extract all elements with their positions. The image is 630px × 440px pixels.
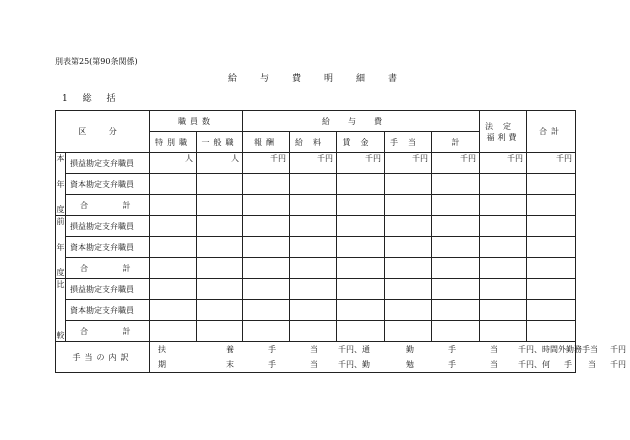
value-cell bbox=[243, 237, 290, 258]
group-label-char: 年 bbox=[56, 174, 66, 195]
value-cell bbox=[432, 237, 480, 258]
allowance-word: 千円 bbox=[610, 360, 627, 369]
header-staff-general: 一般職 bbox=[197, 132, 243, 153]
allowance-word: 末 bbox=[226, 360, 235, 369]
value-cell bbox=[432, 174, 480, 195]
table-row bbox=[56, 279, 576, 300]
value-cell bbox=[480, 300, 527, 321]
allowance-word: 養 bbox=[226, 345, 235, 354]
allowance-word: 千円 bbox=[610, 345, 627, 354]
value-cell bbox=[243, 216, 290, 237]
value-cell bbox=[480, 279, 527, 300]
value-cell bbox=[197, 174, 243, 195]
value-cell bbox=[432, 216, 480, 237]
allowance-word: 手 bbox=[448, 360, 457, 369]
value-cell bbox=[480, 258, 527, 279]
header-kubun: 区 分 bbox=[56, 111, 150, 153]
value-cell: 人 bbox=[197, 153, 243, 174]
value-cell bbox=[337, 300, 385, 321]
table-row bbox=[56, 321, 576, 342]
value-cell bbox=[432, 300, 480, 321]
header-welfare-line1: 法定 bbox=[485, 121, 522, 131]
allowance-word: 手 bbox=[448, 345, 457, 354]
value-cell bbox=[432, 195, 480, 216]
value-cell bbox=[385, 216, 432, 237]
value-cell bbox=[337, 279, 385, 300]
value-cell bbox=[197, 321, 243, 342]
value-cell bbox=[243, 321, 290, 342]
header-staff-special: 特別職 bbox=[150, 132, 197, 153]
value-cell: 千円 bbox=[385, 153, 432, 174]
allowance-word: 扶 bbox=[158, 345, 167, 354]
allowance-word: 千円、時間外勤務手当 bbox=[518, 345, 599, 354]
value-cell bbox=[290, 237, 337, 258]
value-cell bbox=[527, 279, 576, 300]
value-cell bbox=[290, 195, 337, 216]
allowance-line bbox=[158, 357, 627, 372]
header-total: 合計 bbox=[527, 111, 576, 153]
value-cell bbox=[150, 195, 197, 216]
value-cell bbox=[385, 258, 432, 279]
value-cell bbox=[243, 300, 290, 321]
value-cell bbox=[337, 321, 385, 342]
value-cell bbox=[480, 237, 527, 258]
value-cell bbox=[432, 279, 480, 300]
value-cell bbox=[290, 279, 337, 300]
allowance-label: 手当の内訳 bbox=[56, 342, 150, 373]
header-welfare-line2: 福利費 bbox=[486, 132, 520, 142]
value-cell bbox=[480, 195, 527, 216]
row-label: 合 計 bbox=[66, 195, 150, 216]
document-title: 給与費明細書 bbox=[228, 74, 421, 84]
value-cell: 千円 bbox=[337, 153, 385, 174]
allowance-word: 当 bbox=[310, 345, 319, 354]
value-cell bbox=[527, 216, 576, 237]
allowance-word: 勉 bbox=[406, 360, 415, 369]
allowance-word: 千円、勤 bbox=[338, 360, 371, 369]
allowance-word: 当 bbox=[490, 360, 499, 369]
form-reference: 別表第25(第90条関係) bbox=[55, 57, 138, 66]
row-label: 損益勘定支弁職員 bbox=[66, 216, 150, 237]
header-row-1 bbox=[56, 111, 576, 132]
value-cell bbox=[197, 258, 243, 279]
row-label: 資本勘定支弁職員 bbox=[66, 237, 150, 258]
value-cell bbox=[197, 300, 243, 321]
allowance-breakdown bbox=[150, 342, 627, 373]
value-cell bbox=[527, 321, 576, 342]
value-cell bbox=[337, 237, 385, 258]
group-label-char: 度 bbox=[56, 258, 66, 279]
row-label: 合 計 bbox=[66, 321, 150, 342]
header-salary: 給与費 bbox=[243, 111, 480, 132]
value-cell bbox=[243, 174, 290, 195]
value-cell bbox=[432, 258, 480, 279]
value-cell bbox=[243, 195, 290, 216]
group-label-char: 前 bbox=[56, 216, 66, 237]
value-cell bbox=[150, 174, 197, 195]
value-cell bbox=[432, 321, 480, 342]
allowance-word: 手 bbox=[268, 360, 277, 369]
value-cell bbox=[385, 321, 432, 342]
value-cell: 千円 bbox=[432, 153, 480, 174]
value-cell bbox=[197, 216, 243, 237]
value-cell bbox=[480, 321, 527, 342]
allowance-word: 当 bbox=[588, 360, 597, 369]
allowance-word: 千円、通 bbox=[338, 345, 371, 354]
value-cell bbox=[385, 279, 432, 300]
table-row bbox=[56, 195, 576, 216]
group-label-char: 較 bbox=[56, 321, 66, 342]
allowance-word: 勤 bbox=[406, 345, 415, 354]
value-cell bbox=[150, 237, 197, 258]
row-label: 損益勘定支弁職員 bbox=[66, 153, 150, 174]
value-cell: 千円 bbox=[290, 153, 337, 174]
value-cell bbox=[527, 174, 576, 195]
value-cell bbox=[150, 300, 197, 321]
value-cell bbox=[150, 216, 197, 237]
header-staff-count: 職員数 bbox=[150, 111, 243, 132]
header-salary-wage: 賃金 bbox=[337, 132, 385, 153]
table-row bbox=[56, 237, 576, 258]
value-cell bbox=[385, 174, 432, 195]
value-cell bbox=[150, 321, 197, 342]
header-salary-allowance: 手当 bbox=[385, 132, 432, 153]
header-salary-total: 計 bbox=[432, 132, 480, 153]
group-label-char: 度 bbox=[56, 195, 66, 216]
value-cell: 人 bbox=[150, 153, 197, 174]
value-cell bbox=[290, 321, 337, 342]
value-cell bbox=[197, 279, 243, 300]
table-row bbox=[56, 216, 576, 237]
value-cell bbox=[337, 174, 385, 195]
header-salary-pay: 報酬 bbox=[243, 132, 290, 153]
row-label: 資本勘定支弁職員 bbox=[66, 174, 150, 195]
allowance-word: 当 bbox=[310, 360, 319, 369]
value-cell bbox=[290, 300, 337, 321]
value-cell bbox=[385, 237, 432, 258]
value-cell: 千円 bbox=[243, 153, 290, 174]
value-cell: 千円 bbox=[480, 153, 527, 174]
value-cell bbox=[243, 279, 290, 300]
row-label: 損益勘定支弁職員 bbox=[66, 279, 150, 300]
allowance-line bbox=[158, 342, 627, 357]
value-cell bbox=[480, 174, 527, 195]
value-cell bbox=[150, 279, 197, 300]
group-label-char: 本 bbox=[56, 153, 66, 174]
table-row bbox=[56, 300, 576, 321]
value-cell bbox=[197, 237, 243, 258]
group-label-char: 比 bbox=[56, 279, 66, 300]
allowance-word: 手 bbox=[268, 345, 277, 354]
group-label-char bbox=[56, 300, 66, 321]
table-row bbox=[56, 153, 576, 174]
table-row bbox=[56, 258, 576, 279]
row-label: 合 計 bbox=[66, 258, 150, 279]
value-cell bbox=[527, 237, 576, 258]
value-cell bbox=[385, 195, 432, 216]
allowance-word: 千円、何 bbox=[518, 360, 551, 369]
value-cell: 千円 bbox=[527, 153, 576, 174]
allowance-row bbox=[56, 342, 576, 373]
row-label: 資本勘定支弁職員 bbox=[66, 300, 150, 321]
value-cell bbox=[197, 195, 243, 216]
value-cell bbox=[527, 258, 576, 279]
value-cell bbox=[337, 258, 385, 279]
group-label-char: 年 bbox=[56, 237, 66, 258]
value-cell bbox=[337, 195, 385, 216]
value-cell bbox=[243, 258, 290, 279]
allowance-word: 期 bbox=[158, 360, 167, 369]
header-salary-kyu: 給料 bbox=[290, 132, 337, 153]
allowance-word: 手 bbox=[564, 360, 573, 369]
value-cell bbox=[385, 300, 432, 321]
value-cell bbox=[290, 216, 337, 237]
value-cell bbox=[480, 216, 527, 237]
value-cell bbox=[290, 258, 337, 279]
value-cell bbox=[150, 258, 197, 279]
section-heading: 1 総 括 bbox=[62, 94, 122, 104]
value-cell bbox=[290, 174, 337, 195]
value-cell bbox=[337, 216, 385, 237]
value-cell bbox=[527, 195, 576, 216]
allowance-word: 当 bbox=[490, 345, 499, 354]
header-welfare bbox=[480, 111, 527, 153]
value-cell bbox=[527, 300, 576, 321]
salary-summary-table bbox=[55, 110, 627, 373]
table-row bbox=[56, 174, 576, 195]
